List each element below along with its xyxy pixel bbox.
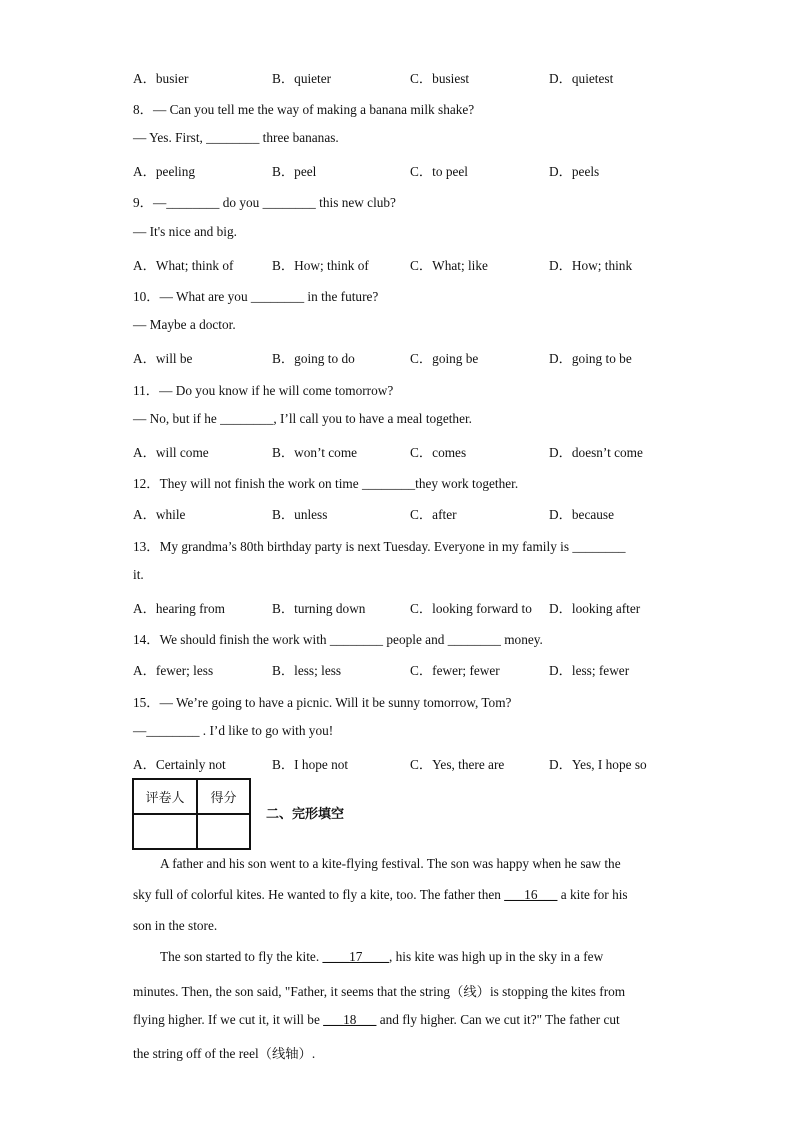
q11-option-b[interactable]: B．won’t come (272, 445, 358, 460)
q15-option-a[interactable]: A．Certainly not (133, 757, 226, 772)
q8-option-c[interactable]: C．to peel (410, 164, 468, 179)
q8-option-d[interactable]: D．peels (549, 164, 600, 179)
passage-text: flying higher. If we cut it, it will be (133, 1012, 324, 1027)
reviewer-cell[interactable] (133, 814, 197, 849)
q9-option-c[interactable]: C．What; like (410, 258, 488, 273)
q11-option-a[interactable]: A．will come (133, 445, 209, 460)
q8-stem: 8．— Can you tell me the way of making a banana milk shake? (133, 102, 475, 117)
q13-stem: 13．My grandma’s 80th birthday party is next Tuesday. Everyone in my family is ________ (133, 539, 626, 554)
passage-text: a kite for his (557, 887, 628, 902)
q10-stem: 10．— What are you ________ in the future? (133, 289, 379, 304)
q15-option-c[interactable]: C．Yes, there are (410, 757, 505, 772)
q13-option-b[interactable]: B．turning down (272, 601, 366, 616)
q10-option-a[interactable]: A．will be (133, 351, 193, 366)
reviewer-header: 评卷人 (133, 779, 197, 814)
passage-text: sky full of colorful kites. He wanted to fly a kite, too. The father then (133, 887, 505, 902)
q9-options (133, 255, 673, 273)
q11-options (133, 442, 673, 460)
blank-16[interactable]: ___16___ (504, 887, 558, 902)
q14-stem: 14．We should finish the work with ________ people and ________ money. (133, 632, 543, 647)
q7-option-c[interactable]: C．busiest (410, 71, 470, 86)
q7-option-d[interactable]: D．quietest (549, 71, 614, 86)
q11-option-d[interactable]: D．doesn’t come (549, 445, 643, 460)
q11-reply: — No, but if he ________, I’ll call you to have a meal together. (133, 411, 472, 426)
q15-reply: —________ . I’d like to go with you! (133, 723, 334, 738)
q9-option-a[interactable]: A．What; think of (133, 258, 234, 273)
q8-reply: — Yes. First, ________ three bananas. (133, 130, 339, 145)
q15-option-d[interactable]: D．Yes, I hope so (549, 757, 647, 772)
q14-option-b[interactable]: B．less; less (272, 663, 342, 678)
q12-option-b[interactable]: B．unless (272, 507, 328, 522)
passage-text: and fly higher. Can we cut it?" The father cut (376, 1012, 620, 1027)
q10-option-c[interactable]: C．going be (410, 351, 479, 366)
q8-option-a[interactable]: A．peeling (133, 164, 196, 179)
q14-option-c[interactable]: C．fewer; fewer (410, 663, 500, 678)
q12-option-c[interactable]: C．after (410, 507, 457, 522)
q12-option-a[interactable]: A．while (133, 507, 186, 522)
q15-stem: 15．— We’re going to have a picnic. Will it be sunny tomorrow, Tom? (133, 695, 512, 710)
q9-stem: 9．—________ do you ________ this new club? (133, 195, 396, 210)
q14-option-a[interactable]: A．fewer; less (133, 663, 214, 678)
q7-option-a[interactable]: A．busier (133, 71, 189, 86)
section-title: 二、完形填空 (266, 807, 345, 822)
q14-options (133, 660, 673, 678)
q7-options (133, 68, 673, 86)
q11-option-c[interactable]: C．comes (410, 445, 467, 460)
q13-option-d[interactable]: D．looking after (549, 601, 641, 616)
q12-options (133, 504, 673, 522)
q11-stem: 11．— Do you know if he will come tomorrow? (133, 383, 394, 398)
score-table (132, 778, 251, 850)
q12-stem: 12．They will not finish the work on time ________they work together. (133, 476, 519, 491)
q9-option-d[interactable]: D．How; think (549, 258, 633, 273)
q10-options (133, 348, 673, 366)
blank-17[interactable]: ____17____ (322, 949, 389, 964)
q15-options (133, 754, 673, 772)
q10-option-b[interactable]: B．going to do (272, 351, 355, 366)
q10-option-d[interactable]: D．going to be (549, 351, 632, 366)
q15-option-b[interactable]: B．I hope not (272, 757, 349, 772)
q12-option-d[interactable]: D．because (549, 507, 614, 522)
passage-p1-line2 (133, 887, 628, 903)
passage-p2-line3 (133, 1012, 620, 1028)
passage-p2-line2: minutes. Then, the son said, "Father, it seems that the string（线）is stopping the kites from (133, 984, 626, 999)
q8-options (133, 161, 673, 179)
blank-18[interactable]: ___18___ (323, 1012, 377, 1027)
q13-option-a[interactable]: A．hearing from (133, 601, 225, 616)
q8-option-b[interactable]: B．peel (272, 164, 317, 179)
passage-p2-line4: the string off of the reel（线轴）. (133, 1046, 316, 1061)
q7-option-b[interactable]: B．quieter (272, 71, 332, 86)
q13-options (133, 598, 673, 616)
q9-option-b[interactable]: B．How; think of (272, 258, 369, 273)
passage-text: , his kite was high up in the sky in a few (388, 949, 604, 964)
passage-p1-line3: son in the store. (133, 918, 218, 933)
q13-option-c[interactable]: C．looking forward to (410, 601, 532, 616)
q13-stem-continued: it. (133, 567, 144, 582)
q10-reply: — Maybe a doctor. (133, 317, 236, 332)
q14-option-d[interactable]: D．less; fewer (549, 663, 630, 678)
score-cell[interactable] (197, 814, 250, 849)
passage-p2-line1 (160, 949, 603, 965)
passage-p1-line1: A father and his son went to a kite-flying festival. The son was happy when he saw the (160, 856, 621, 871)
passage-text: The son started to fly the kite. (160, 949, 323, 964)
score-header: 得分 (197, 779, 250, 814)
q9-reply: — It's nice and big. (133, 224, 237, 239)
